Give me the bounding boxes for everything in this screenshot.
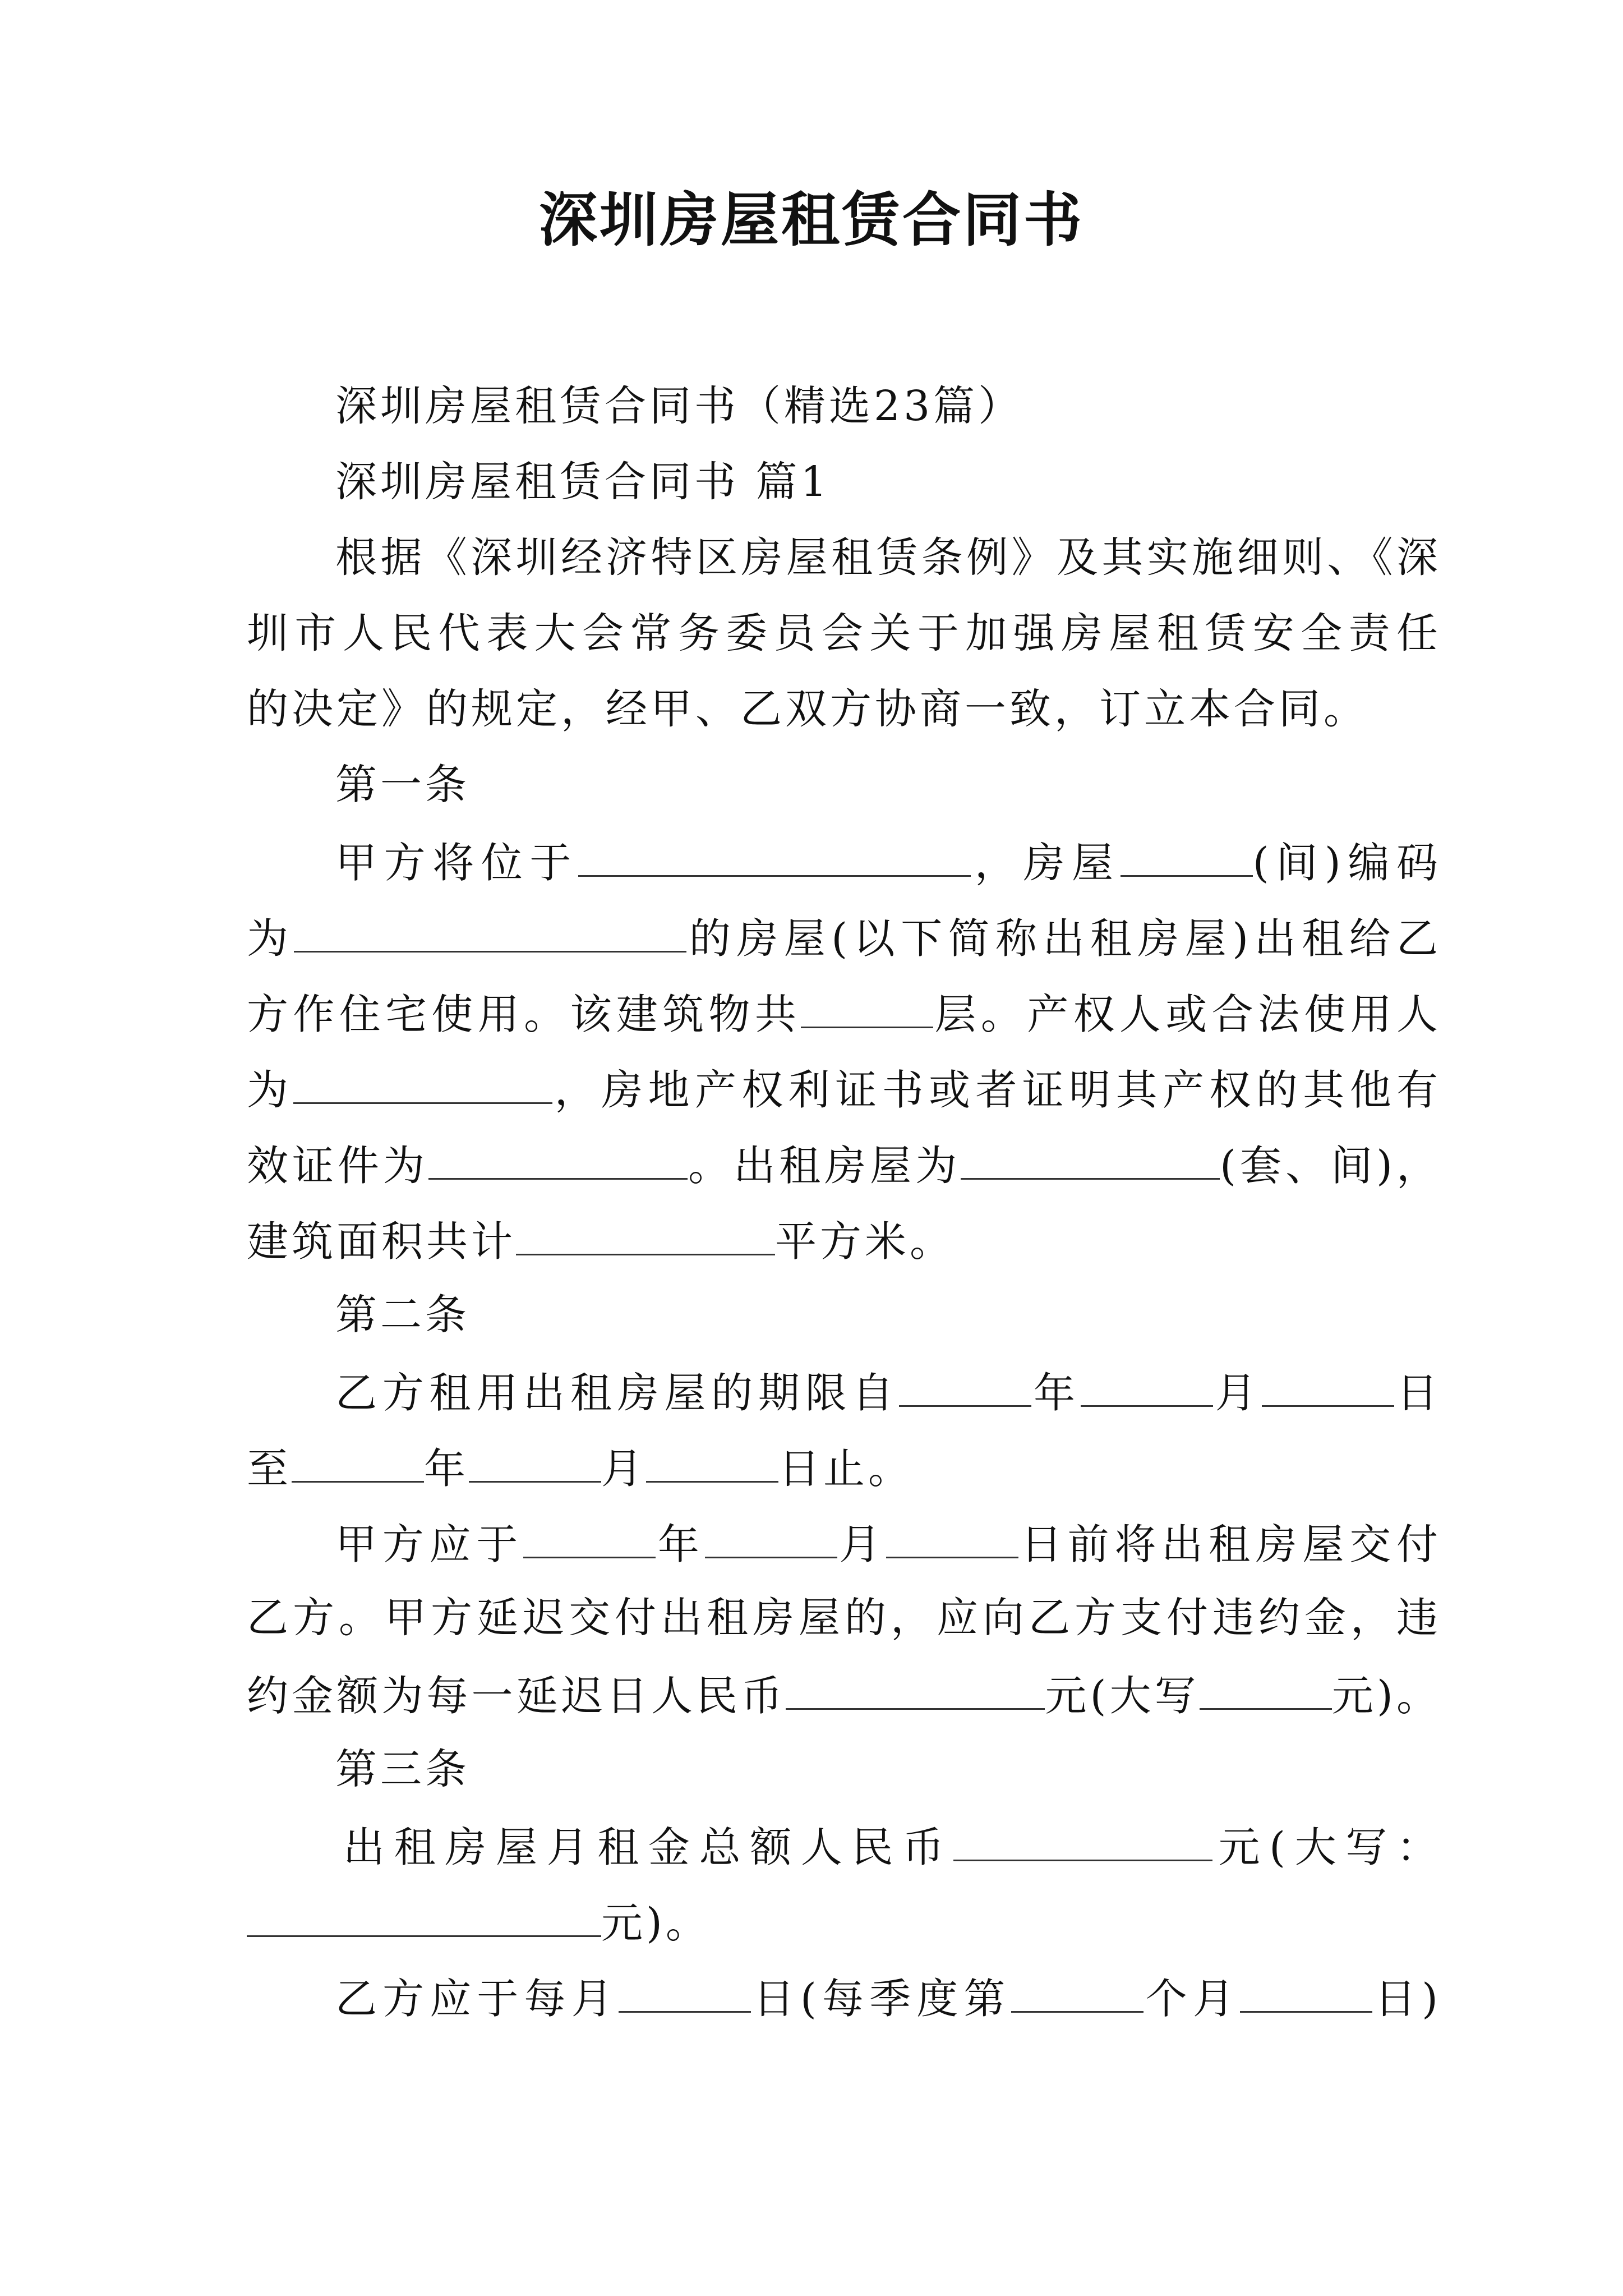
- rent-words-blank[interactable]: [247, 1896, 601, 1937]
- text-segment: 年: [656, 1520, 705, 1569]
- end-day-blank[interactable]: [646, 1442, 778, 1483]
- start-day-blank[interactable]: [1262, 1366, 1394, 1407]
- delivery-day-blank[interactable]: [886, 1517, 1018, 1558]
- text-segment: 方作住宅使用。该建筑物共: [247, 990, 801, 1039]
- article-2-line-4: 乙方。甲方延迟交付出租房屋的，应向乙方支付违约金，违: [247, 1594, 1441, 1642]
- article-1-line-5: [247, 1139, 1441, 1191]
- text-segment: ，房地产权利证书或者证明其产权的其他有: [552, 1066, 1442, 1115]
- text-segment: 约金额为每一延迟日人民币: [247, 1672, 786, 1720]
- floor-area-blank[interactable]: [516, 1214, 775, 1255]
- article-2-line-1: [335, 1366, 1441, 1418]
- delivery-year-blank[interactable]: [523, 1517, 656, 1558]
- intro-line-1: 根据《深圳经济特区房屋租赁条例》及其实施细则、《深: [335, 533, 1441, 582]
- penalty-amount-blank[interactable]: [786, 1669, 1045, 1710]
- text-segment: 日止。: [778, 1444, 913, 1493]
- text-segment: 元)。: [601, 1899, 711, 1948]
- text-segment: 个月: [1143, 1975, 1240, 2023]
- intro-line-3: 的决定》的规定，经甲、乙双方协商一致，订立本合同。: [247, 685, 1368, 733]
- floor-count-blank[interactable]: [801, 987, 933, 1028]
- start-month-blank[interactable]: [1081, 1366, 1213, 1407]
- article-1-line-4: [247, 1063, 1441, 1115]
- text-segment: 建筑面积共计: [247, 1217, 516, 1266]
- text-segment: (套、间)，: [1220, 1142, 1441, 1190]
- text-segment: 日前将出租房屋交付: [1018, 1520, 1442, 1569]
- text-segment: 年: [424, 1444, 469, 1493]
- delivery-month-blank[interactable]: [705, 1517, 837, 1558]
- article-3-line-3: [335, 1972, 1441, 2024]
- text-segment: 效证件为: [247, 1142, 429, 1190]
- text-segment: 月: [601, 1444, 646, 1493]
- quarter-day-blank[interactable]: [1240, 1972, 1372, 2013]
- article-3-heading: 第三条: [335, 1745, 470, 1793]
- text-segment: 层。产权人或合法使用人: [933, 990, 1442, 1039]
- property-code-blank[interactable]: [294, 912, 686, 953]
- text-segment: 年: [1031, 1369, 1081, 1418]
- article-2-line-5: [247, 1669, 1441, 1721]
- text-segment: 月: [1212, 1369, 1262, 1418]
- text-segment: 出租房屋月租金总额人民币: [343, 1823, 953, 1872]
- end-year-blank[interactable]: [292, 1442, 424, 1483]
- article-2-line-3: [335, 1517, 1441, 1570]
- article-1-line-2: [247, 912, 1441, 964]
- article-2-line-2: [247, 1442, 1441, 1494]
- text-segment: 月: [837, 1520, 887, 1569]
- article-1-line-1: [335, 836, 1441, 888]
- penalty-words-blank[interactable]: [1200, 1669, 1332, 1710]
- certificate-blank[interactable]: [428, 1139, 688, 1180]
- text-segment: 的房屋(以下简称出租房屋)出租给乙: [686, 914, 1441, 963]
- text-segment: 为: [247, 914, 294, 963]
- text-segment: 至: [247, 1444, 292, 1493]
- text-segment: 甲方将位于: [335, 839, 579, 887]
- quarter-month-blank[interactable]: [1011, 1972, 1144, 2013]
- room-count-blank[interactable]: [1121, 836, 1253, 877]
- text-segment: 乙方租用出租房屋的期限自: [335, 1369, 900, 1418]
- monthly-rent-blank[interactable]: [953, 1820, 1212, 1861]
- article-3-line-2: [247, 1896, 1441, 1948]
- article-1-heading: 第一条: [335, 761, 470, 809]
- section-heading: 深圳房屋租赁合同书 篇1: [335, 458, 831, 506]
- article-1-line-6: [247, 1214, 1441, 1267]
- article-2-heading: 第二条: [335, 1291, 470, 1339]
- owner-name-blank[interactable]: [293, 1063, 552, 1104]
- text-segment: 乙方应于每月: [335, 1975, 619, 2023]
- text-segment: 元(大写: [1045, 1672, 1200, 1720]
- text-segment: ，房屋: [971, 839, 1121, 887]
- text-segment: (间)编码: [1252, 839, 1442, 887]
- text-segment: 平方米。: [775, 1217, 955, 1266]
- text-segment: 元(大写：: [1212, 1823, 1442, 1872]
- document-title: 深圳房屋租赁合同书: [538, 185, 1084, 254]
- text-segment: 日: [1394, 1369, 1442, 1418]
- end-month-blank[interactable]: [469, 1442, 601, 1483]
- text-segment: 日): [1372, 1975, 1441, 2023]
- document-subtitle: 深圳房屋租赁合同书（精选23篇）: [335, 382, 1023, 430]
- text-segment: 甲方应于: [335, 1520, 524, 1569]
- article-3-line-1: [343, 1820, 1441, 1872]
- unit-count-blank[interactable]: [961, 1139, 1220, 1180]
- intro-line-2: 圳市人民代表大会常务委员会关于加强房屋租赁安全责任: [247, 609, 1441, 657]
- article-1-line-3: [247, 987, 1441, 1039]
- text-segment: 。出租房屋为: [688, 1142, 961, 1190]
- start-year-blank[interactable]: [899, 1366, 1031, 1407]
- payment-day-blank[interactable]: [619, 1972, 751, 2013]
- location-blank[interactable]: [578, 836, 971, 877]
- text-segment: 元)。: [1331, 1672, 1442, 1720]
- text-segment: 为: [247, 1066, 294, 1115]
- text-segment: 日(每季度第: [750, 1975, 1011, 2023]
